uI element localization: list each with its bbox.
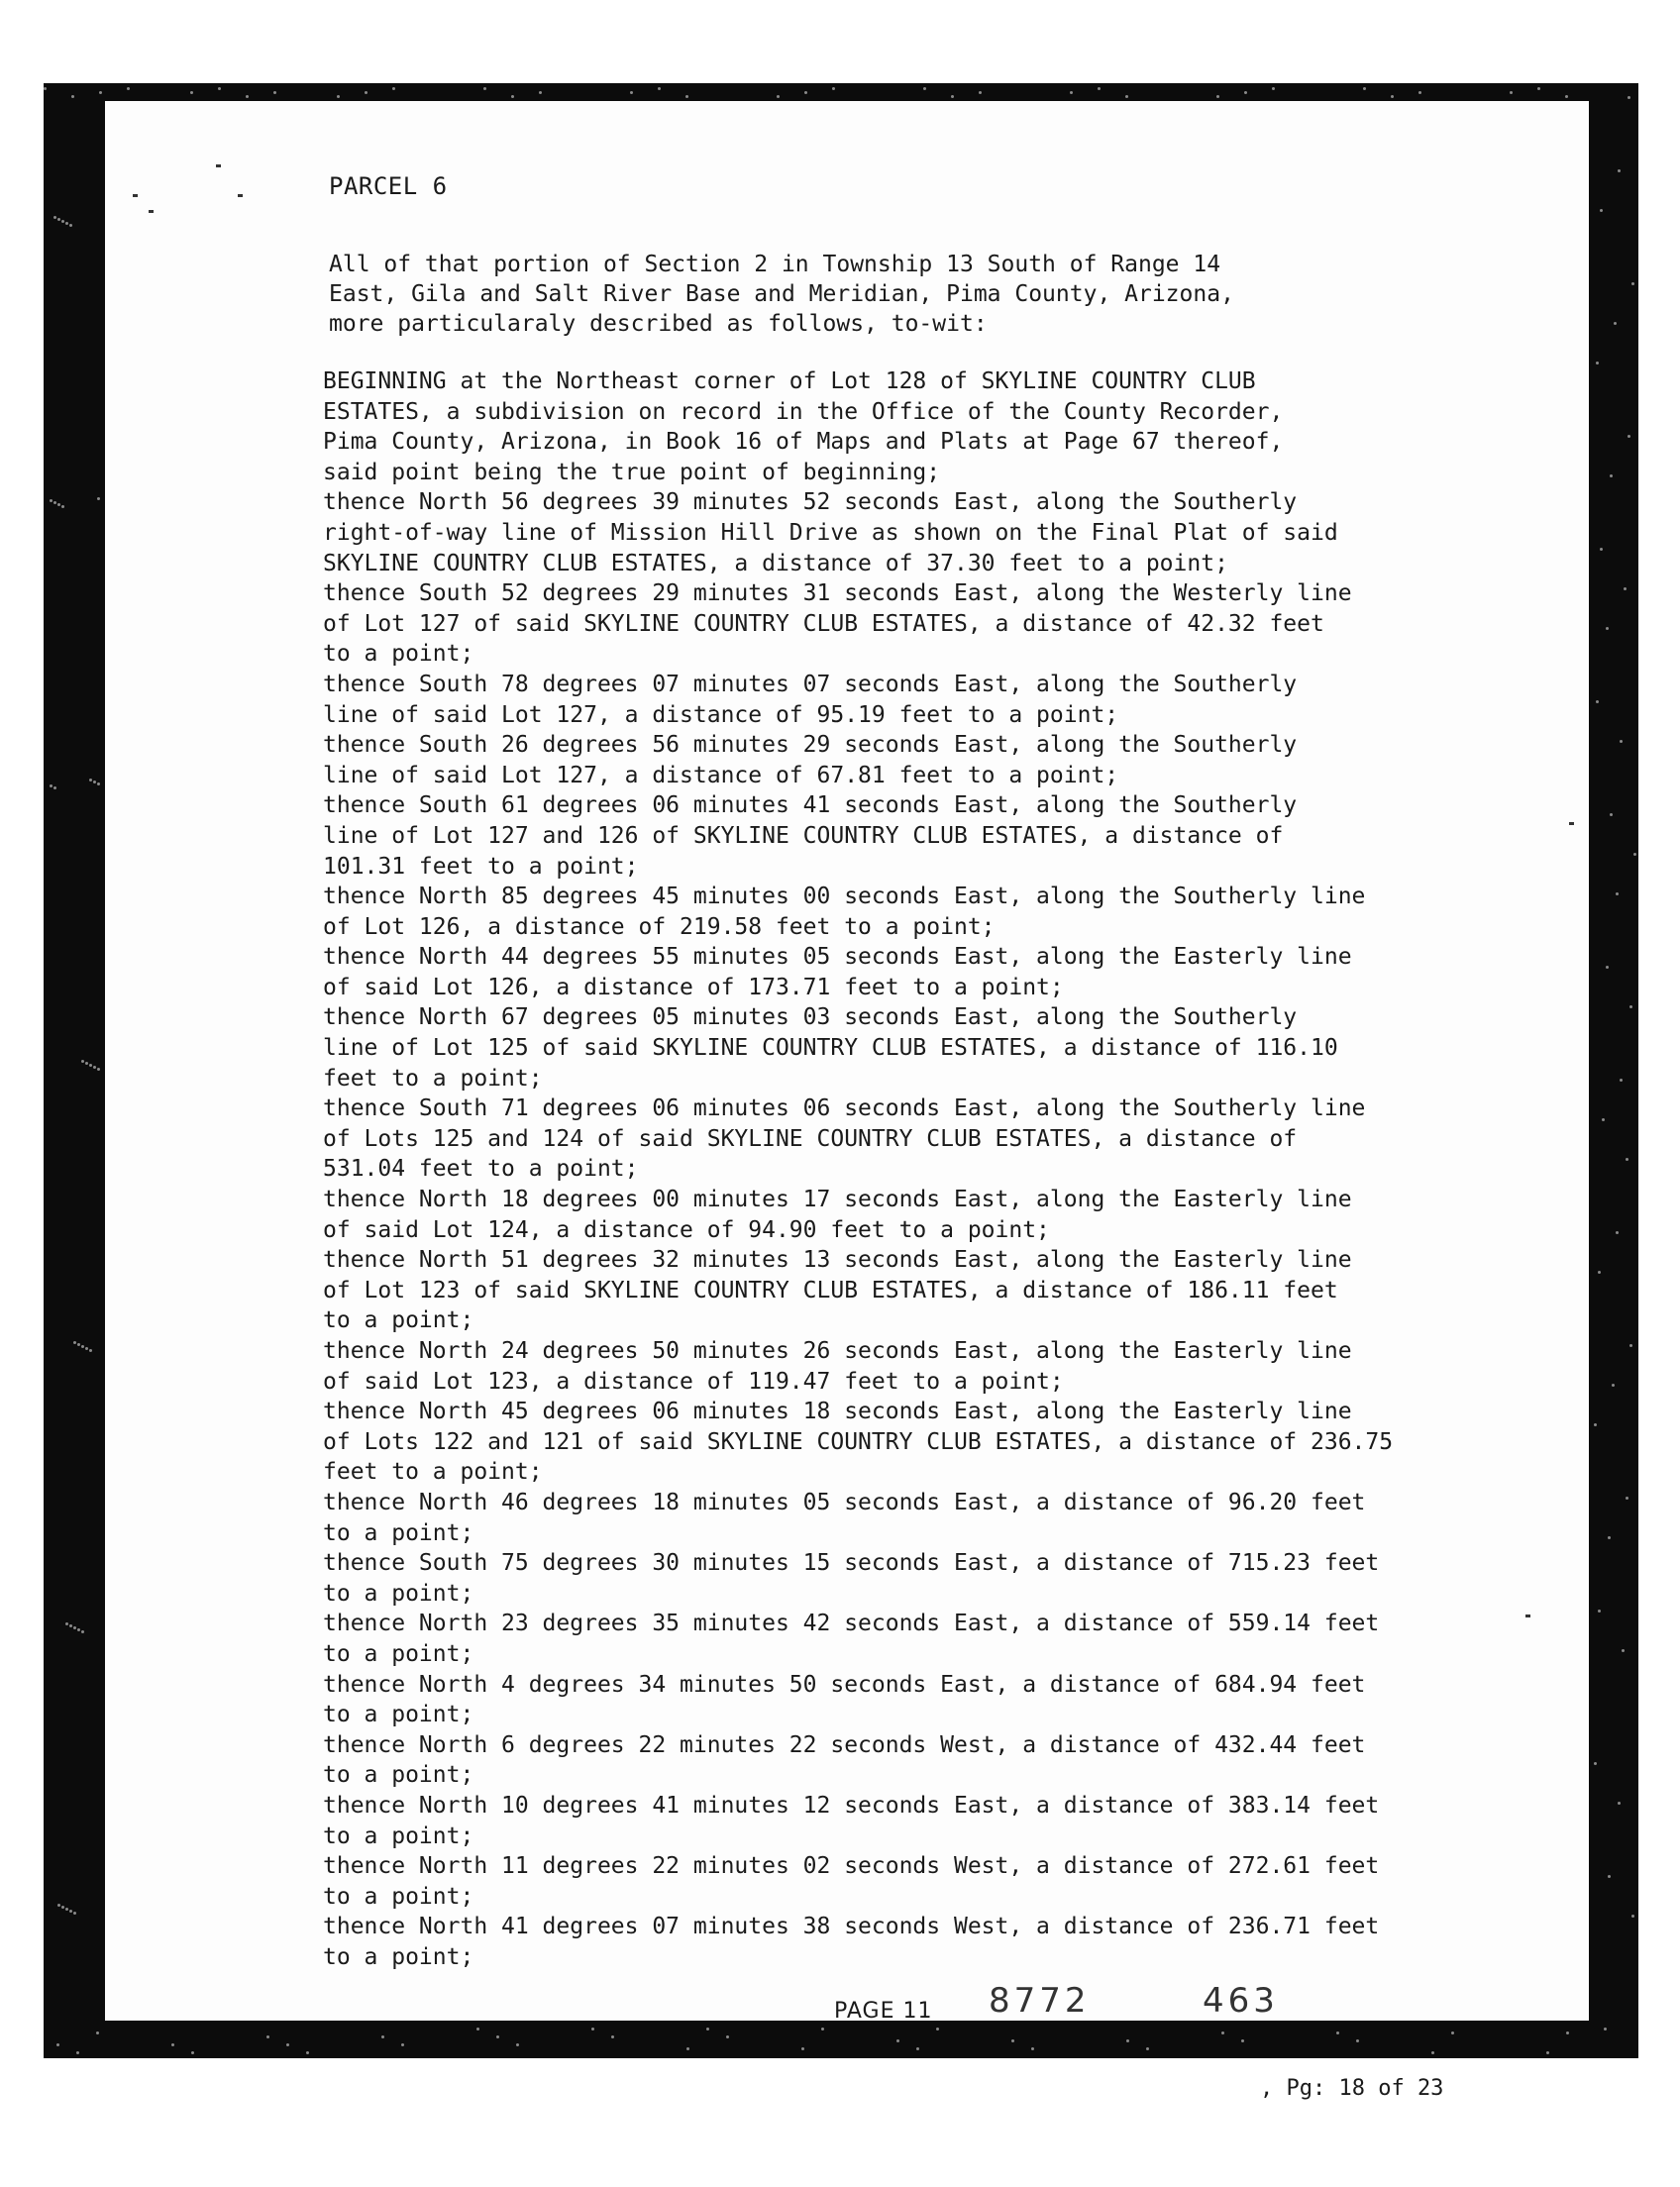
legal-description-line: thence North 18 degrees 00 minutes 17 seconds East, along the Easterly line <box>323 1187 1352 1213</box>
scan-speckle <box>73 1341 76 1344</box>
legal-description-line: thence North 44 degrees 55 minutes 05 seconds East, along the Easterly line <box>323 944 1352 971</box>
legal-description-line: to a point; <box>323 1640 474 1667</box>
scan-speckle <box>1070 91 1073 94</box>
scan-speckle <box>1628 96 1630 99</box>
scan-speckle <box>1146 2047 1149 2050</box>
scan-speckle <box>61 1906 64 1909</box>
scan-speckle <box>89 779 92 781</box>
scan-speckle <box>93 1066 96 1069</box>
scan-speckle <box>658 87 661 90</box>
scan-speckle <box>1614 322 1617 325</box>
legal-description-line: to a point; <box>323 1519 474 1546</box>
legal-description-line: to a point; <box>323 1702 474 1728</box>
scan-speckle <box>685 95 688 98</box>
scan-speckle <box>190 91 193 94</box>
scan-speckle <box>686 2047 689 2050</box>
scan-speckle <box>273 91 276 94</box>
scan-speckle <box>979 91 982 94</box>
book-number: 8772 <box>989 1981 1091 2021</box>
scan-speckle <box>923 87 926 90</box>
scan-speckle <box>69 1910 72 1913</box>
scan-speckle <box>89 1064 92 1067</box>
legal-description-line: to a point; <box>323 641 474 668</box>
scan-speckle <box>1221 2031 1224 2034</box>
scan-speckle <box>476 2028 479 2031</box>
legal-description-line: thence South 61 degrees 06 minutes 41 seconds East, along the Southerly <box>323 792 1298 819</box>
scan-speckle <box>1336 2031 1339 2034</box>
scan-mark <box>238 194 243 197</box>
scan-speckle <box>1610 813 1613 816</box>
scan-speckle <box>171 2043 174 2046</box>
legal-description-line: thence North 41 degrees 07 minutes 38 seconds West, a distance of 236.71 feet <box>323 1914 1380 1940</box>
legal-description-line: feet to a point; <box>323 1459 543 1486</box>
parcel-intro <box>329 250 1418 339</box>
scan-speckle <box>1604 2028 1607 2031</box>
scan-speckle <box>1616 1231 1619 1234</box>
legal-description-line: thence North 46 degrees 18 minutes 05 seconds East, a distance of 96.20 feet <box>323 1489 1366 1515</box>
scan-speckle <box>511 95 514 98</box>
scan-speckle <box>81 1060 84 1063</box>
scan-speckle <box>1610 474 1613 477</box>
scan-speckle <box>1620 1079 1623 1082</box>
document-page <box>105 101 1589 2024</box>
scan-speckle <box>896 2039 899 2042</box>
scan-speckle <box>93 781 96 783</box>
scan-speckle <box>706 2028 709 2031</box>
scan-speckle <box>1596 362 1599 364</box>
scan-speckle <box>81 1345 84 1348</box>
legal-description-line: to a point; <box>323 1943 474 1970</box>
legal-description-line: of Lots 125 and 124 of said SKYLINE COUNTRY CLUB ESTATES, a distance of <box>323 1125 1298 1152</box>
scan-speckle <box>77 1343 80 1346</box>
legal-description-line: of Lot 126, a distance of 219.58 feet to a point; <box>323 913 996 940</box>
legal-description-line: Pima County, Arizona, in Book 16 of Maps and Plats at Page 67 thereof, <box>323 429 1284 456</box>
scan-speckle <box>936 2028 939 2031</box>
intro-line: All of that portion of Section 2 in Township 13 South of Range 14 <box>329 252 1221 277</box>
scan-speckle <box>392 87 395 90</box>
scan-speckle <box>1598 1610 1601 1613</box>
legal-description-line: to a point; <box>323 1822 474 1849</box>
scan-speckle <box>1612 1384 1615 1387</box>
legal-description-line: thence North 10 degrees 41 minutes 12 seconds East, a distance of 383.14 feet <box>323 1792 1380 1819</box>
legal-description-line: of said Lot 124, a distance of 94.90 feet to a point; <box>323 1216 1050 1243</box>
scan-speckle <box>97 1068 100 1071</box>
scan-speckle <box>1602 1118 1605 1121</box>
scan-speckle <box>53 216 56 219</box>
legal-description-line: thence North 23 degrees 35 minutes 42 seconds East, a distance of 559.14 feet <box>323 1611 1380 1637</box>
legal-description-line: thence North 56 degrees 39 minutes 52 seconds East, along the Southerly <box>323 489 1298 516</box>
scan-speckle <box>365 91 368 94</box>
scan-speckle <box>516 2043 519 2046</box>
scan-mark <box>216 164 221 167</box>
scan-speckle <box>1606 627 1609 630</box>
scan-speckle <box>85 1062 88 1065</box>
legal-description-line: thence South 52 degrees 29 minutes 31 seconds East, along the Westerly line <box>323 580 1352 607</box>
legal-description-line: feet to a point; <box>323 1065 543 1092</box>
scan-speckle <box>1272 87 1275 90</box>
legal-description-line: line of said Lot 127, a distance of 67.81 feet to a point; <box>323 762 1119 788</box>
scan-speckle <box>191 2051 194 2054</box>
scan-speckle <box>1629 1005 1632 1008</box>
scan-speckle <box>81 1630 84 1633</box>
legal-description-line: thence South 71 degrees 06 minutes 06 seconds East, along the Southerly line <box>323 1095 1366 1122</box>
scan-speckle <box>1126 2039 1129 2042</box>
legal-description-line: of Lot 123 of said SKYLINE COUNTRY CLUB ESTATES, a distance of 186.11 feet <box>323 1277 1338 1303</box>
scan-speckle <box>916 2047 919 2050</box>
scan-speckle <box>591 2028 594 2031</box>
scan-speckle <box>1606 966 1609 969</box>
scan-speckle <box>266 2035 269 2038</box>
legal-description-line: to a point; <box>323 1580 474 1607</box>
scan-speckle <box>1622 1649 1625 1652</box>
scan-speckle <box>77 1628 80 1631</box>
legal-description-line: thence South 78 degrees 07 minutes 07 seconds East, along the Southerly <box>323 671 1298 697</box>
scan-speckle <box>337 95 340 98</box>
legal-description-line: thence North 67 degrees 05 minutes 03 seconds East, along the Southerly <box>323 1004 1298 1031</box>
scan-speckle <box>1216 95 1219 98</box>
scan-speckle <box>57 1904 60 1907</box>
scan-speckle <box>56 2043 59 2046</box>
scan-speckle <box>73 1626 76 1629</box>
legal-description-line: thence North 24 degrees 50 minutes 26 seconds East, along the Easterly line <box>323 1338 1352 1364</box>
scan-speckle <box>1418 91 1421 94</box>
legal-description-line: said point being the true point of beginning; <box>323 459 941 485</box>
legal-description-line: line of Lot 125 of said SKYLINE COUNTRY CLUB ESTATES, a distance of 116.10 <box>323 1035 1338 1062</box>
scan-speckle <box>61 505 64 508</box>
scan-speckle <box>76 2051 79 2054</box>
scan-speckle <box>777 95 780 98</box>
scan-speckle <box>44 87 47 90</box>
scan-speckle <box>1363 87 1366 90</box>
page-label: PAGE 11 <box>834 1999 933 2024</box>
legal-description-line: line of said Lot 127, a distance of 95.19 feet to a point; <box>323 701 1119 728</box>
scan-speckle <box>97 497 100 500</box>
legal-description-line: thence North 51 degrees 32 minutes 13 seconds East, along the Easterly line <box>323 1247 1352 1274</box>
scan-speckle <box>57 503 60 506</box>
legal-description-line: thence North 11 degrees 22 minutes 02 seconds West, a distance of 272.61 feet <box>323 1853 1380 1880</box>
scan-speckle <box>1594 1762 1597 1765</box>
legal-description-line: thence South 75 degrees 30 minutes 15 seconds East, a distance of 715.23 feet <box>323 1550 1380 1577</box>
scan-speckle <box>801 2047 804 2050</box>
scan-speckle <box>1594 1423 1597 1426</box>
scan-speckle <box>71 95 74 98</box>
scan-speckle <box>306 2051 309 2054</box>
legal-description-line: thence North 85 degrees 45 minutes 00 seconds East, along the Southerly line <box>323 884 1366 910</box>
scan-speckle <box>483 87 486 90</box>
scan-speckle <box>127 87 130 90</box>
legal-description-line: of Lots 122 and 121 of said SKYLINE COUNTRY CLUB ESTATES, a distance of 236.75 <box>323 1428 1394 1455</box>
scan-speckle <box>804 91 807 94</box>
scan-speckle <box>951 95 954 98</box>
scan-speckle <box>1356 2039 1359 2042</box>
scan-speckle <box>73 1912 76 1915</box>
scan-speckle <box>832 87 835 90</box>
scan-speckle <box>1629 1344 1632 1347</box>
scan-speckle <box>821 2028 824 2031</box>
legal-description-line: line of Lot 127 and 126 of SKYLINE COUNTRY CLUB ESTATES, a distance of <box>323 822 1284 849</box>
scan-speckle <box>1546 2051 1549 2054</box>
scanned-page-frame <box>44 83 1638 2058</box>
scan-speckle <box>57 218 60 221</box>
scan-speckle <box>218 87 221 90</box>
scan-speckle <box>1600 209 1603 212</box>
scan-speckle <box>1631 1915 1634 1918</box>
scan-speckle <box>1608 1875 1611 1878</box>
scan-speckle <box>1626 1158 1628 1161</box>
scan-speckle <box>1620 740 1623 743</box>
scan-speckle <box>1565 95 1568 98</box>
scan-speckle <box>69 1624 72 1627</box>
scan-speckle <box>1618 1802 1621 1805</box>
scan-speckle <box>539 91 542 94</box>
legal-description-line: to a point; <box>323 1762 474 1789</box>
scan-speckle <box>1628 435 1630 438</box>
intro-line: East, Gila and Salt River Base and Meridian, Pima County, Arizona, <box>329 281 1234 307</box>
legal-description-line: thence North 4 degrees 34 minutes 50 seconds East, a distance of 684.94 feet <box>323 1671 1366 1698</box>
legal-description-line: thence South 26 degrees 56 minutes 29 seconds East, along the Southerly <box>323 732 1298 759</box>
scan-speckle <box>96 2031 99 2034</box>
scan-speckle <box>61 220 64 223</box>
scan-speckle <box>1596 700 1599 703</box>
scan-speckle <box>69 224 72 227</box>
scan-speckle <box>53 501 56 504</box>
legal-description-line: 101.31 feet to a point; <box>323 853 639 880</box>
scan-mark <box>1525 1614 1530 1617</box>
legal-description-line: thence North 6 degrees 22 minutes 22 seconds West, a distance of 432.44 feet <box>323 1731 1366 1758</box>
scan-speckle <box>89 1349 92 1352</box>
scan-speckle <box>246 95 249 98</box>
scan-speckle <box>1598 1271 1601 1274</box>
scan-speckle <box>65 1622 68 1625</box>
legal-description-line: to a point; <box>323 1883 474 1910</box>
intro-line: more particularaly described as follows, to-wit: <box>329 311 988 337</box>
scan-speckle <box>1031 2047 1034 2050</box>
scan-speckle <box>1616 892 1619 895</box>
scan-speckle <box>1624 587 1627 590</box>
legal-description-line: right-of-way line of Mission Hill Drive as shown on the Final Plat of said <box>323 519 1338 546</box>
scan-speckle <box>1431 2051 1434 2054</box>
scan-speckle <box>1618 169 1621 172</box>
legal-description <box>323 366 1522 1972</box>
scan-speckle <box>1633 853 1636 856</box>
legal-description-line: of said Lot 126, a distance of 173.71 feet to a point; <box>323 974 1064 1000</box>
scan-speckle <box>496 2035 499 2038</box>
scan-speckle <box>99 91 102 94</box>
scan-speckle <box>1011 2039 1014 2042</box>
scan-speckle <box>65 1908 68 1911</box>
scan-speckle <box>1608 1536 1611 1539</box>
legal-description-line: BEGINNING at the Northeast corner of Lot 128 of SKYLINE COUNTRY CLUB <box>323 368 1256 394</box>
scan-speckle <box>1600 548 1603 551</box>
recorded-page-number: 463 <box>1203 1981 1279 2021</box>
scan-mark <box>1569 822 1574 825</box>
scan-speckle <box>50 784 52 787</box>
scan-speckle <box>65 222 68 225</box>
scan-speckle <box>1451 2031 1454 2034</box>
legal-description-line: to a point; <box>323 1307 474 1334</box>
scan-speckle <box>1626 1497 1628 1500</box>
scan-speckle <box>1241 2039 1244 2042</box>
legal-description-line: SKYLINE COUNTRY CLUB ESTATES, a distance of 37.30 feet to a point; <box>323 550 1228 576</box>
scan-mark <box>133 194 138 197</box>
scan-speckle <box>726 2035 729 2038</box>
legal-description-line: 531.04 feet to a point; <box>323 1156 639 1183</box>
parcel-heading: PARCEL 6 <box>329 172 448 200</box>
scan-mark <box>149 210 154 213</box>
legal-description-line: ESTATES, a subdivision on record in the Office of the County Recorder, <box>323 398 1284 425</box>
scan-speckle <box>1098 87 1101 90</box>
legal-description-line: of Lot 127 of said SKYLINE COUNTRY CLUB ESTATES, a distance of 42.32 feet <box>323 610 1324 637</box>
scan-speckle <box>1510 91 1513 94</box>
scan-speckle <box>53 786 56 789</box>
scan-speckle <box>630 91 633 94</box>
scan-speckle <box>1631 282 1634 285</box>
scan-speckle <box>50 499 52 502</box>
scan-speckle <box>1566 2031 1569 2034</box>
scan-speckle <box>1125 95 1128 98</box>
scan-speckle <box>1391 95 1394 98</box>
scan-speckle <box>1244 91 1247 94</box>
legal-description-line: thence North 45 degrees 06 minutes 18 seconds East, along the Easterly line <box>323 1399 1352 1425</box>
scan-speckle <box>381 2035 384 2038</box>
legal-description-line: of said Lot 123, a distance of 119.47 feet to a point; <box>323 1368 1064 1395</box>
scan-speckle <box>401 2043 404 2046</box>
scan-speckle <box>85 1347 88 1350</box>
scan-speckle <box>97 782 100 785</box>
scan-speckle <box>1537 87 1540 90</box>
page-counter: , Pg: 18 of 23 <box>1256 2076 1447 2101</box>
scan-speckle <box>286 2043 289 2046</box>
scan-speckle <box>611 2035 614 2038</box>
